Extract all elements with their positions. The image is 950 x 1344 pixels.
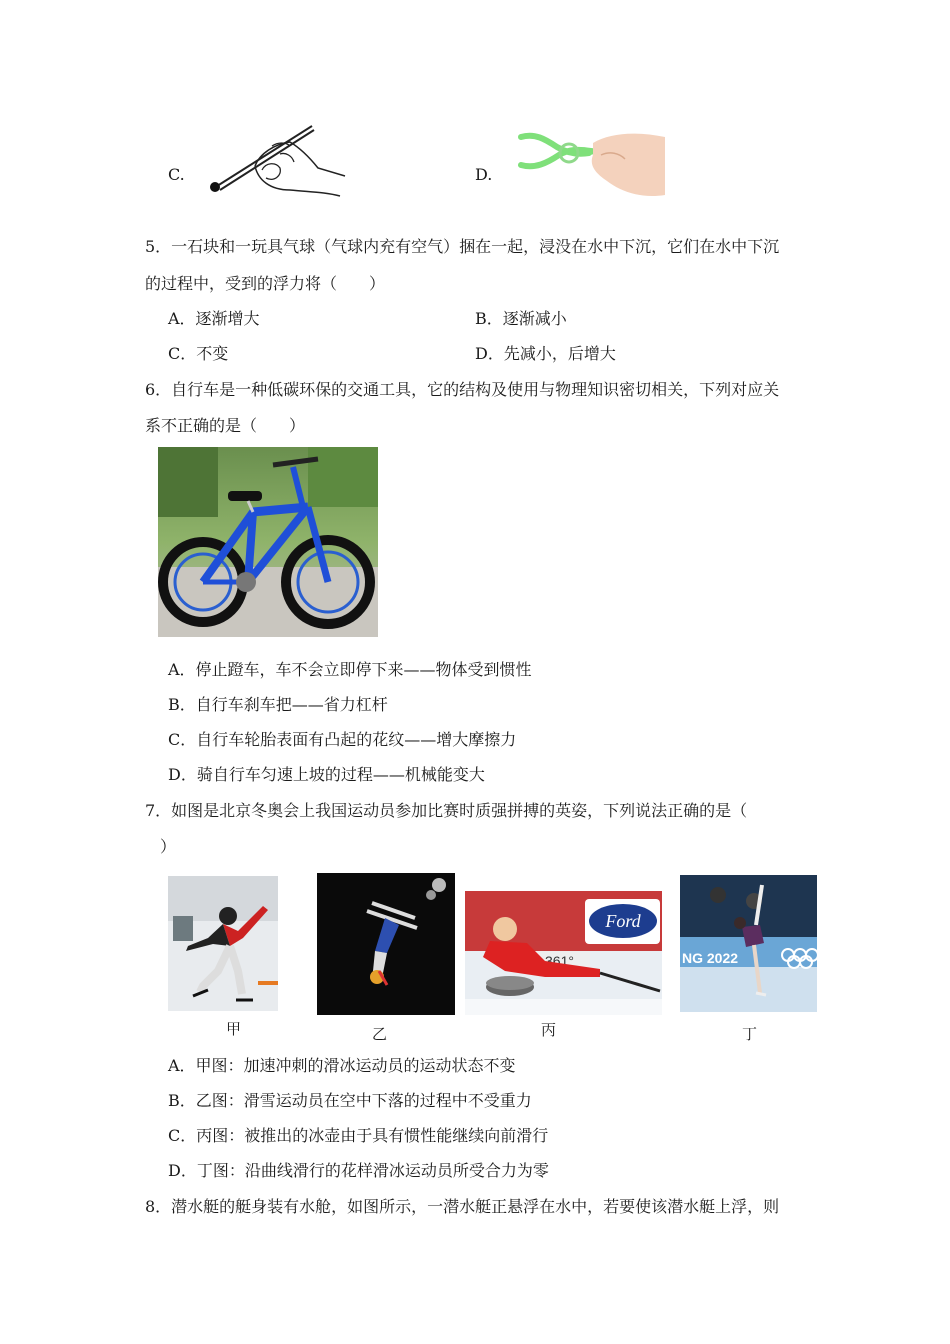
hand-chopstick-icon xyxy=(200,118,350,198)
q6-stem-line1: 6．自行车是一种低碳环保的交通工具，它的结构及使用与物理知识密切相关，下列对应关 xyxy=(145,380,780,399)
curling-photo xyxy=(465,891,662,1015)
q5-stem-line1: 5．一石块和一玩具气球（气球内充有空气）捆在一起，浸没在水中下沉，它们在水中下沉 xyxy=(145,237,780,256)
hand-tongs-icon xyxy=(515,125,667,200)
q4-option-c-label: C. xyxy=(168,165,185,184)
q5-option-d: D．先减小，后增大 xyxy=(475,344,616,363)
q7-caption-ding: 丁 xyxy=(742,1025,758,1043)
q7-ford-logo: Ford xyxy=(605,911,641,931)
bicycle-photo xyxy=(158,447,378,637)
q5-option-b: B．逐渐减小 xyxy=(475,309,567,328)
q6-option-a: A．停止蹬车，车不会立即停下来——物体受到惯性 xyxy=(168,660,532,679)
q6-option-c: C．自行车轮胎表面有凸起的花纹——增大摩擦力 xyxy=(168,730,517,749)
q7-option-b: B．乙图：滑雪运动员在空中下落的过程中不受重力 xyxy=(168,1091,532,1110)
q5-option-c: C．不变 xyxy=(168,344,229,363)
q8-stem-line1: 8．潜水艇的艇身装有水舱，如图所示，一潜水艇正悬浮在水中，若要使该潜水艇上浮，则 xyxy=(145,1197,780,1216)
q7-stem-line2: ） xyxy=(160,837,177,856)
q7-option-c: C．丙图：被推出的冰壶由于具有惯性能继续向前滑行 xyxy=(168,1126,549,1145)
q4-option-d-label: D. xyxy=(475,165,493,184)
q6-stem-line2: 系不正确的是（ ） xyxy=(145,416,306,435)
q5-stem-line2: 的过程中，受到的浮力将（ ） xyxy=(145,274,386,293)
q7-361-logo: 361° xyxy=(545,953,574,969)
q7-option-d: D．丁图：沿曲线滑行的花样滑冰运动员所受合力为零 xyxy=(168,1161,549,1180)
aerial-skier-photo xyxy=(317,873,455,1015)
speed-skater-photo xyxy=(168,876,278,1011)
figure-skater-photo xyxy=(680,875,817,1012)
q7-beijing-2022-banner: NG 2022 xyxy=(682,950,739,966)
q6-option-d: D．骑自行车匀速上坡的过程——机械能变大 xyxy=(168,765,485,784)
q7-caption-yi: 乙 xyxy=(372,1025,388,1043)
q7-stem-line1: 7．如图是北京冬奥会上我国运动员参加比赛时质强拼搏的英姿，下列说法正确的是（ xyxy=(145,801,748,820)
q5-option-a: A．逐渐增大 xyxy=(168,309,260,328)
q6-option-b: B．自行车刹车把——省力杠杆 xyxy=(168,695,388,714)
q7-caption-jia: 甲 xyxy=(226,1020,242,1038)
q7-option-a: A．甲图：加速冲刺的滑冰运动员的运动状态不变 xyxy=(168,1056,516,1075)
q7-caption-bing: 丙 xyxy=(541,1021,557,1039)
